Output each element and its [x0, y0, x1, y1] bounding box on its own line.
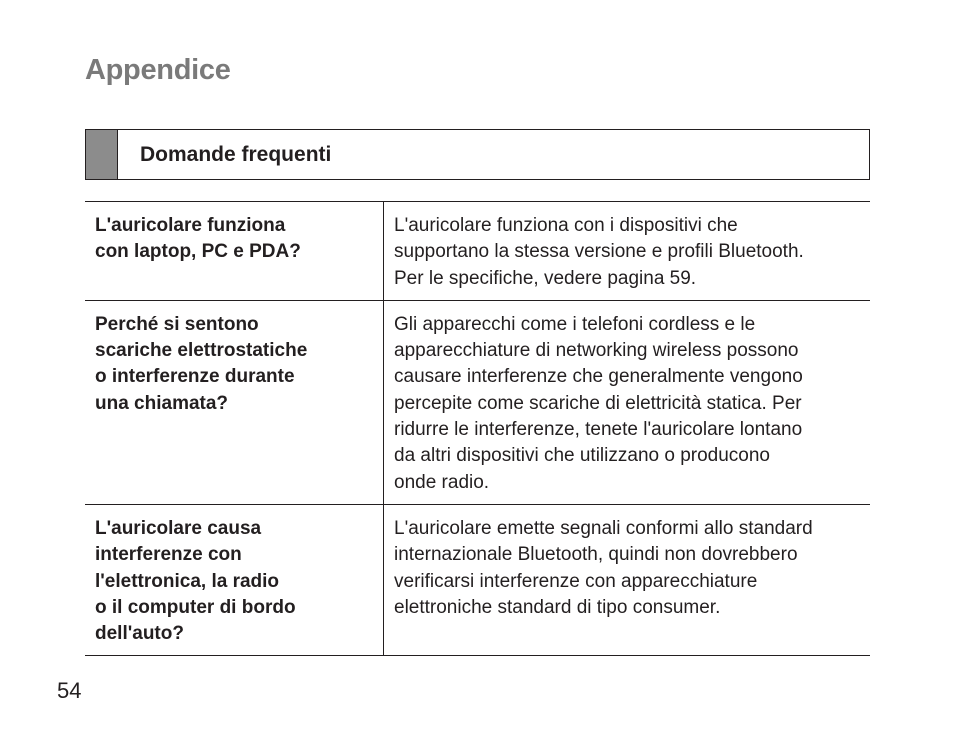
faq-answer [384, 300, 871, 504]
answer-line: elettroniche standard di tipo consumer. [394, 596, 721, 618]
faq-row [85, 202, 870, 301]
question-line: Perché si sentono [95, 313, 259, 335]
question-line: dell'auto? [95, 623, 184, 645]
question-line: L'auricolare funziona [95, 215, 286, 236]
faq-answer [384, 202, 871, 301]
answer-line: Gli apparecchi come i telefoni cordless e le [394, 313, 756, 335]
faq-question [85, 504, 384, 655]
answer-line: verificarsi interferenze con apparecchiature [394, 570, 758, 592]
question-line: interferenze con [95, 544, 242, 566]
section-marker [86, 130, 118, 179]
answer-line: apparecchiature di networking wireless possono [394, 340, 799, 362]
question-line: una chiamata? [95, 392, 229, 414]
faq-question [85, 300, 384, 504]
faq-answer [384, 504, 871, 655]
page-heading: Appendice [85, 54, 231, 86]
answer-line: L'auricolare emette segnali conformi allo standard [394, 517, 813, 539]
question-line: o interferenze durante [95, 366, 295, 388]
faq-row [85, 300, 870, 504]
faq-question [85, 202, 384, 301]
question-line: scariche elettrostatiche [95, 340, 308, 362]
question-line: o il computer di bordo [95, 596, 296, 618]
answer-line: ridurre le interferenze, tenete l'auricolare lontano [394, 419, 803, 441]
answer-line: onde radio. [394, 471, 490, 493]
question-line: L'auricolare causa [95, 517, 262, 539]
question-line: con laptop, PC e PDA? [95, 241, 301, 263]
answer-line: supportano la stessa versione e profili Bluetooth. [394, 241, 804, 263]
question-line: l'elettronica, la radio [95, 570, 280, 592]
faq-table [85, 201, 870, 656]
answer-line: percepite come scariche di elettricità statica. Per [394, 392, 802, 414]
section-title: Domande frequenti [140, 142, 332, 166]
faq-row [85, 504, 870, 655]
section-header [85, 129, 870, 180]
answer-line: causare interferenze che generalmente vengono [394, 366, 803, 388]
page-number: 54 [57, 678, 82, 703]
answer-line: Per le specifiche, vedere pagina 59. [394, 267, 697, 289]
answer-line: da altri dispositivi che utilizzano o producono [394, 445, 770, 467]
answer-line: L'auricolare funziona con i dispositivi che [394, 215, 738, 236]
answer-line: internazionale Bluetooth, quindi non dovrebbero [394, 544, 798, 566]
